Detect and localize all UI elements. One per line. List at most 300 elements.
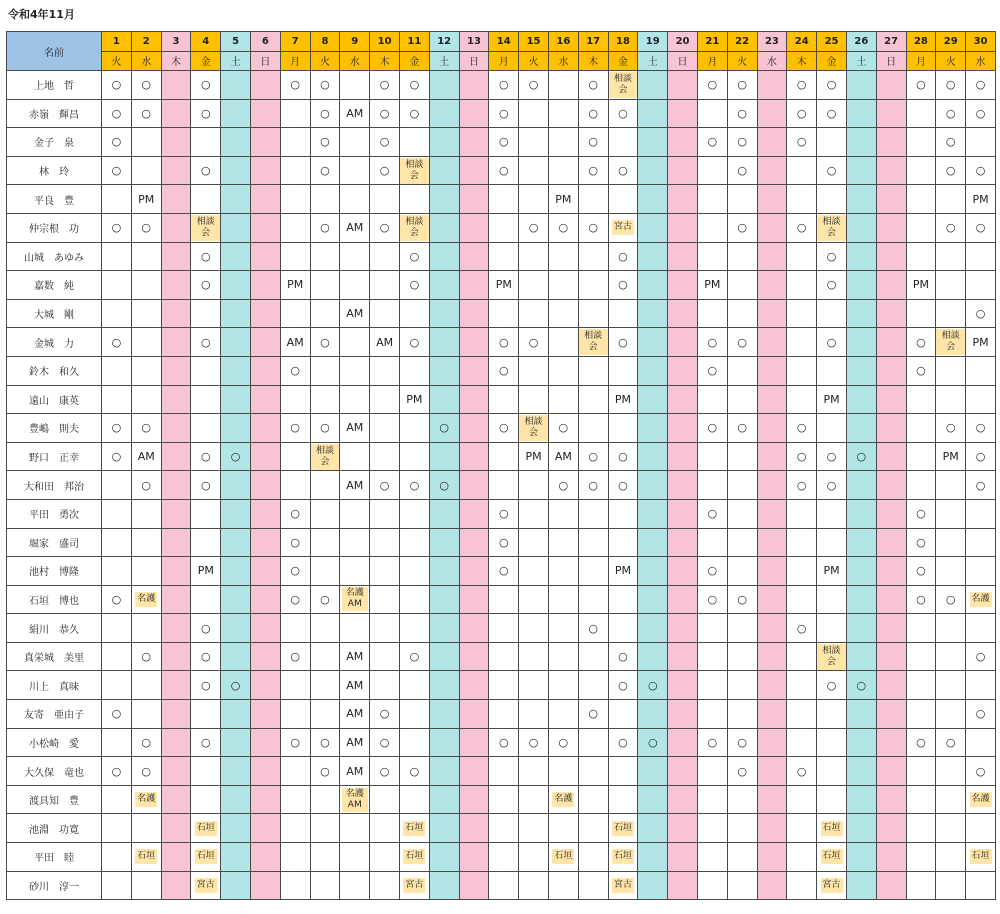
schedule-cell <box>727 843 757 872</box>
schedule-cell <box>578 585 608 614</box>
schedule-cell <box>638 871 668 900</box>
schedule-cell <box>757 156 787 185</box>
schedule-cell <box>668 614 698 643</box>
schedule-cell <box>250 271 280 300</box>
attendance-mark: ○ <box>320 764 330 778</box>
schedule-cell <box>757 471 787 500</box>
schedule-cell <box>250 71 280 100</box>
schedule-cell <box>399 442 429 471</box>
table-row <box>7 356 996 385</box>
schedule-cell <box>310 156 340 185</box>
staff-name: 大和田 邦治 <box>7 471 102 500</box>
schedule-cell <box>668 385 698 414</box>
attendance-mark: ○ <box>737 135 747 149</box>
assignment-tag: 相談会 <box>400 158 429 184</box>
schedule-cell <box>966 471 996 500</box>
schedule-cell <box>280 785 310 814</box>
schedule-cell <box>489 442 519 471</box>
schedule-cell <box>668 414 698 443</box>
day-number-header: 2 <box>131 32 161 52</box>
assignment-tag: 石垣 <box>821 821 843 836</box>
weekday-header: 水 <box>548 51 578 71</box>
schedule-cell <box>846 814 876 843</box>
schedule-cell <box>787 614 817 643</box>
schedule-cell <box>429 471 459 500</box>
schedule-cell <box>340 99 370 128</box>
attendance-mark: ○ <box>975 650 986 664</box>
schedule-cell <box>787 185 817 214</box>
attendance-mark: ○ <box>588 135 598 149</box>
schedule-cell <box>817 499 847 528</box>
assignment-tag: 石垣 <box>612 821 634 836</box>
schedule-cell <box>936 614 966 643</box>
schedule-cell <box>697 128 727 157</box>
schedule-cell <box>548 156 578 185</box>
day-number-header: 27 <box>876 32 906 52</box>
schedule-cell <box>966 499 996 528</box>
schedule-cell <box>668 356 698 385</box>
schedule-cell <box>608 642 638 671</box>
schedule-cell <box>280 728 310 757</box>
attendance-mark: ○ <box>826 278 837 292</box>
schedule-cell <box>399 385 429 414</box>
table-row <box>7 471 996 500</box>
attendance-mark: ○ <box>379 478 390 492</box>
schedule-cell <box>936 585 966 614</box>
schedule-cell <box>399 499 429 528</box>
assignment-tag: 名護 <box>135 792 157 807</box>
schedule-cell <box>936 757 966 786</box>
schedule-cell <box>191 871 221 900</box>
schedule-cell <box>370 814 400 843</box>
schedule-cell <box>399 585 429 614</box>
schedule-cell <box>280 328 310 357</box>
attendance-mark: ○ <box>945 735 956 749</box>
attendance-mark: ○ <box>290 592 300 606</box>
attendance-mark: ○ <box>707 592 718 606</box>
schedule-cell <box>787 585 817 614</box>
schedule-cell <box>608 843 638 872</box>
schedule-cell <box>548 614 578 643</box>
schedule-cell <box>102 671 132 700</box>
attendance-mark: ○ <box>111 164 122 178</box>
attendance-mark: ○ <box>796 478 807 492</box>
attendance-mark: ○ <box>230 678 241 692</box>
attendance-mark: ○ <box>498 135 509 149</box>
schedule-cell <box>548 757 578 786</box>
schedule-cell <box>459 385 489 414</box>
schedule-cell <box>846 671 876 700</box>
schedule-cell <box>906 700 936 729</box>
attendance-mark: ○ <box>618 106 628 120</box>
schedule-cell <box>399 843 429 872</box>
schedule-cell <box>668 471 698 500</box>
attendance-mark: ○ <box>975 707 986 721</box>
attendance-mark: ○ <box>498 335 509 349</box>
schedule-cell <box>638 728 668 757</box>
day-number-header: 8 <box>310 32 340 52</box>
schedule-cell <box>310 99 340 128</box>
schedule-cell <box>817 299 847 328</box>
schedule-cell <box>519 614 549 643</box>
schedule-cell <box>370 499 400 528</box>
table-row <box>7 499 996 528</box>
attendance-mark: ○ <box>588 450 598 464</box>
schedule-cell <box>519 385 549 414</box>
attendance-mark: ○ <box>320 135 330 149</box>
schedule-cell <box>608 156 638 185</box>
half-day-mark: AM <box>346 221 364 235</box>
attendance-mark: ○ <box>618 278 628 292</box>
schedule-cell <box>429 185 459 214</box>
schedule-cell <box>370 700 400 729</box>
weekday-header: 日 <box>250 51 280 71</box>
table-row <box>7 99 996 128</box>
schedule-cell <box>221 71 251 100</box>
schedule-cell <box>191 585 221 614</box>
schedule-cell <box>399 642 429 671</box>
schedule-cell <box>429 528 459 557</box>
schedule-cell <box>817 557 847 586</box>
schedule-cell <box>787 213 817 242</box>
schedule-cell <box>668 242 698 271</box>
schedule-cell <box>280 128 310 157</box>
attendance-mark: ○ <box>379 221 390 235</box>
staff-name: 平良 豊 <box>7 185 102 214</box>
schedule-cell <box>340 871 370 900</box>
schedule-cell <box>787 71 817 100</box>
schedule-cell <box>608 356 638 385</box>
schedule-cell <box>102 614 132 643</box>
schedule-cell <box>221 528 251 557</box>
schedule-cell <box>876 614 906 643</box>
schedule-cell <box>489 528 519 557</box>
schedule-cell <box>638 642 668 671</box>
schedule-cell <box>221 871 251 900</box>
schedule-cell <box>787 414 817 443</box>
schedule-cell <box>519 671 549 700</box>
staff-name: 大久保 竜也 <box>7 757 102 786</box>
assignment-tag: 石垣 <box>195 849 217 864</box>
schedule-cell <box>310 785 340 814</box>
schedule-cell <box>310 299 340 328</box>
schedule-cell <box>489 642 519 671</box>
half-day-mark: PM <box>287 278 304 292</box>
attendance-mark: ○ <box>141 421 151 435</box>
schedule-cell <box>846 156 876 185</box>
schedule-cell <box>876 843 906 872</box>
attendance-mark: ○ <box>975 78 986 92</box>
schedule-cell <box>876 757 906 786</box>
attendance-mark: ○ <box>707 335 718 349</box>
day-number-header: 14 <box>489 32 519 52</box>
schedule-cell <box>757 71 787 100</box>
schedule-cell <box>519 785 549 814</box>
schedule-cell <box>906 242 936 271</box>
weekday-header: 水 <box>966 51 996 71</box>
staff-name: 石垣 博也 <box>7 585 102 614</box>
schedule-cell <box>727 642 757 671</box>
schedule-cell <box>668 328 698 357</box>
schedule-cell <box>757 356 787 385</box>
weekday-header: 金 <box>399 51 429 71</box>
schedule-cell <box>638 328 668 357</box>
assignment-tag: 相談会 <box>817 644 846 670</box>
attendance-mark: ○ <box>618 735 628 749</box>
day-number-header: 21 <box>697 32 727 52</box>
schedule-cell <box>221 642 251 671</box>
schedule-cell <box>876 785 906 814</box>
schedule-cell <box>161 528 191 557</box>
attendance-mark: ○ <box>647 678 658 692</box>
staff-name: 砂川 淳一 <box>7 871 102 900</box>
schedule-cell <box>280 528 310 557</box>
day-number-header: 15 <box>519 32 549 52</box>
schedule-cell <box>906 614 936 643</box>
attendance-mark: ○ <box>141 78 151 92</box>
assignment-tag: 宮古 <box>403 878 425 893</box>
schedule-cell <box>578 128 608 157</box>
attendance-mark: ○ <box>618 478 628 492</box>
schedule-cell <box>757 671 787 700</box>
schedule-cell <box>340 271 370 300</box>
schedule-cell <box>399 213 429 242</box>
schedule-cell <box>459 585 489 614</box>
schedule-cell <box>489 271 519 300</box>
attendance-mark: ○ <box>826 335 837 349</box>
schedule-cell <box>638 271 668 300</box>
schedule-cell <box>489 499 519 528</box>
attendance-mark: ○ <box>290 78 300 92</box>
schedule-cell <box>340 242 370 271</box>
schedule-cell <box>966 585 996 614</box>
assignment-tag: 相談会 <box>817 215 846 241</box>
schedule-cell <box>102 843 132 872</box>
schedule-cell <box>280 843 310 872</box>
attendance-mark: ○ <box>200 678 211 692</box>
assignment-tag: 宮古 <box>821 878 843 893</box>
half-day-mark: AM <box>346 106 364 120</box>
schedule-cell <box>370 99 400 128</box>
schedule-cell <box>727 785 757 814</box>
weekday-header: 木 <box>787 51 817 71</box>
schedule-cell <box>787 528 817 557</box>
schedule-cell <box>668 185 698 214</box>
assignment-tag: 石垣 <box>135 849 157 864</box>
attendance-mark: ○ <box>916 592 926 606</box>
schedule-cell <box>697 528 727 557</box>
attendance-mark: ○ <box>409 478 420 492</box>
schedule-cell <box>340 585 370 614</box>
weekday-header: 水 <box>757 51 787 71</box>
schedule-cell <box>548 814 578 843</box>
schedule-cell <box>280 99 310 128</box>
schedule-cell <box>399 185 429 214</box>
weekday-header: 土 <box>846 51 876 71</box>
schedule-cell <box>489 614 519 643</box>
attendance-mark: ○ <box>707 135 718 149</box>
schedule-cell <box>280 614 310 643</box>
schedule-cell <box>966 385 996 414</box>
schedule-cell <box>459 185 489 214</box>
schedule-cell <box>489 557 519 586</box>
schedule-cell <box>876 671 906 700</box>
schedule-cell <box>459 271 489 300</box>
schedule-cell <box>876 299 906 328</box>
weekday-header: 火 <box>102 51 132 71</box>
schedule-cell <box>966 128 996 157</box>
schedule-cell <box>161 442 191 471</box>
schedule-cell <box>280 185 310 214</box>
weekday-header: 月 <box>280 51 310 71</box>
schedule-cell <box>817 843 847 872</box>
schedule-cell <box>131 299 161 328</box>
weekday-header: 木 <box>578 51 608 71</box>
schedule-cell <box>876 99 906 128</box>
attendance-mark: ○ <box>528 335 539 349</box>
schedule-cell <box>817 442 847 471</box>
schedule-cell <box>936 871 966 900</box>
schedule-cell <box>340 213 370 242</box>
schedule-cell <box>310 614 340 643</box>
attendance-mark: ○ <box>409 106 420 120</box>
schedule-cell <box>727 757 757 786</box>
schedule-cell <box>906 71 936 100</box>
schedule-cell <box>519 128 549 157</box>
assignment-tag: 石垣 <box>612 849 634 864</box>
schedule-cell <box>906 128 936 157</box>
schedule-cell <box>280 700 310 729</box>
schedule-cell <box>817 785 847 814</box>
attendance-mark: ○ <box>975 421 986 435</box>
schedule-cell <box>876 499 906 528</box>
staff-name: 平田 睦 <box>7 843 102 872</box>
schedule-cell <box>876 585 906 614</box>
schedule-cell <box>340 700 370 729</box>
weekday-header: 水 <box>340 51 370 71</box>
schedule-cell <box>161 385 191 414</box>
schedule-cell <box>459 499 489 528</box>
schedule-cell <box>876 185 906 214</box>
schedule-cell <box>370 128 400 157</box>
schedule-cell <box>966 242 996 271</box>
attendance-mark: ○ <box>141 735 151 749</box>
schedule-cell <box>399 271 429 300</box>
attendance-mark: ○ <box>528 735 539 749</box>
schedule-cell <box>280 471 310 500</box>
schedule-cell <box>548 471 578 500</box>
schedule-cell <box>250 242 280 271</box>
attendance-mark: ○ <box>200 621 211 635</box>
attendance-mark: ○ <box>618 164 628 178</box>
schedule-cell <box>221 785 251 814</box>
schedule-cell <box>757 328 787 357</box>
schedule-cell <box>459 356 489 385</box>
schedule-cell <box>340 328 370 357</box>
schedule-cell <box>370 299 400 328</box>
schedule-cell <box>280 385 310 414</box>
schedule-cell <box>370 642 400 671</box>
schedule-cell <box>310 328 340 357</box>
attendance-mark: ○ <box>320 221 330 235</box>
schedule-cell <box>131 499 161 528</box>
schedule-cell <box>102 499 132 528</box>
half-day-mark: PM <box>972 335 989 349</box>
staff-name: 金城 力 <box>7 328 102 357</box>
table-row <box>7 614 996 643</box>
table-row <box>7 557 996 586</box>
staff-name: 豊嶋 則夫 <box>7 414 102 443</box>
schedule-cell <box>966 99 996 128</box>
day-number-header: 30 <box>966 32 996 52</box>
attendance-mark: ○ <box>379 164 390 178</box>
schedule-cell <box>608 442 638 471</box>
page-title: 令和4年11月 <box>8 8 75 21</box>
schedule-cell <box>221 271 251 300</box>
schedule-cell <box>638 671 668 700</box>
attendance-mark: ○ <box>290 421 300 435</box>
schedule-cell <box>310 843 340 872</box>
schedule-cell <box>727 156 757 185</box>
schedule-cell <box>191 156 221 185</box>
schedule-cell <box>459 557 489 586</box>
schedule-cell <box>370 871 400 900</box>
schedule-cell <box>727 528 757 557</box>
schedule-cell <box>250 299 280 328</box>
schedule-cell <box>906 471 936 500</box>
schedule-cell <box>697 356 727 385</box>
schedule-cell <box>280 557 310 586</box>
schedule-cell <box>102 356 132 385</box>
attendance-mark: ○ <box>856 450 867 464</box>
schedule-cell <box>191 843 221 872</box>
schedule-cell <box>370 385 400 414</box>
schedule-cell <box>906 557 936 586</box>
schedule-cell <box>578 499 608 528</box>
assignment-tag: 名護 AM <box>342 788 368 812</box>
schedule-cell <box>846 871 876 900</box>
schedule-cell <box>638 213 668 242</box>
schedule-cell <box>787 242 817 271</box>
schedule-cell <box>697 271 727 300</box>
schedule-cell <box>638 528 668 557</box>
schedule-cell <box>221 128 251 157</box>
schedule-cell <box>668 785 698 814</box>
attendance-mark: ○ <box>200 478 211 492</box>
schedule-cell <box>936 843 966 872</box>
schedule-cell <box>370 442 400 471</box>
schedule-cell <box>906 213 936 242</box>
schedule-cell <box>340 642 370 671</box>
schedule-cell <box>697 499 727 528</box>
schedule-cell <box>370 843 400 872</box>
schedule-cell <box>697 213 727 242</box>
schedule-cell <box>310 71 340 100</box>
schedule-cell <box>936 671 966 700</box>
schedule-cell <box>191 299 221 328</box>
attendance-mark: ○ <box>796 221 807 235</box>
attendance-mark: ○ <box>498 564 509 578</box>
attendance-mark: ○ <box>826 164 837 178</box>
schedule-cell <box>936 156 966 185</box>
schedule-cell <box>102 557 132 586</box>
schedule-cell <box>787 671 817 700</box>
schedule-cell <box>966 156 996 185</box>
attendance-mark: ○ <box>409 78 420 92</box>
schedule-cell <box>668 814 698 843</box>
schedule-cell <box>310 499 340 528</box>
schedule-cell <box>399 242 429 271</box>
